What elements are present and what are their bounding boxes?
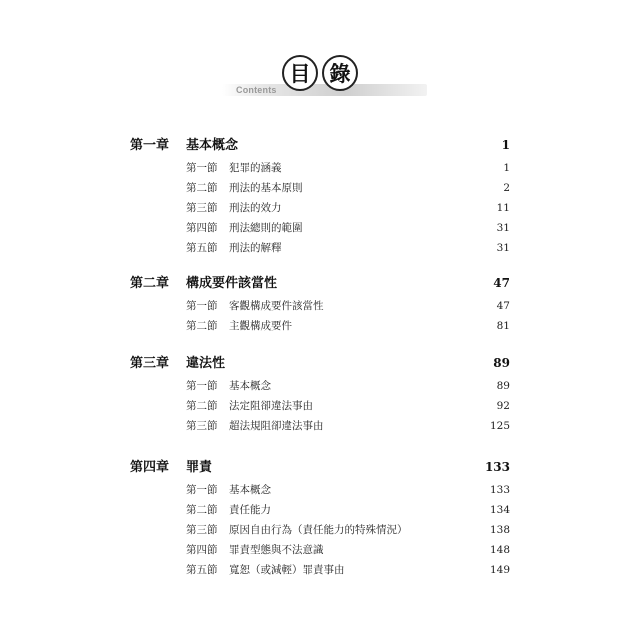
section-entry[interactable] [130,418,510,438]
toc-header [222,50,427,112]
section-number: 第一節 [186,380,218,392]
section-title: 責任能力 [229,504,271,516]
section-page: 31 [496,222,510,234]
chapter-page: 47 [493,276,510,290]
section-page: 133 [489,484,510,496]
chapter-heading[interactable] [130,134,510,156]
section-entry[interactable] [130,200,510,220]
section-entry[interactable] [130,542,510,562]
section-entry[interactable] [130,482,510,502]
section-title: 刑法的基本原則 [229,182,303,194]
section-entry[interactable] [130,502,510,522]
section-page: 47 [496,300,510,312]
chapter-title: 構成要件該當性 [186,276,278,291]
chapter-title: 違法性 [186,356,226,371]
section-number: 第二節 [186,504,218,516]
section-title: 法定阻卻違法事由 [229,400,313,412]
section-page: 138 [489,524,510,536]
section-number: 第四節 [186,544,218,556]
section-number: 第二節 [186,400,218,412]
section-page: 2 [503,182,510,194]
header-char-mu: 目 [282,55,318,91]
section-page: 1 [503,162,510,174]
section-number: 第一節 [186,484,218,496]
chapter-4 [130,456,510,582]
section-page: 125 [489,420,510,432]
section-page: 31 [496,242,510,254]
chapter-page: 1 [501,138,510,152]
section-entry[interactable] [130,318,510,338]
chapter-heading[interactable] [130,352,510,374]
section-number: 第三節 [186,420,218,432]
section-number: 第一節 [186,162,218,174]
chapter-heading[interactable] [130,456,510,478]
section-number: 第四節 [186,222,218,234]
header-subtitle: Contents [236,85,277,95]
section-list [130,482,510,582]
section-title: 罪責型態與不法意識 [229,544,324,556]
section-title: 主觀構成要件 [229,320,292,332]
section-page: 89 [496,380,510,392]
section-number: 第二節 [186,320,218,332]
section-entry[interactable] [130,562,510,582]
section-entry[interactable] [130,180,510,200]
section-number: 第三節 [186,524,218,536]
section-page: 148 [489,544,510,556]
section-number: 第五節 [186,564,218,576]
chapter-heading[interactable] [130,272,510,294]
section-title: 刑法的解釋 [229,242,282,254]
chapter-1 [130,134,510,260]
section-title: 超法規阻卻違法事由 [229,420,324,432]
section-page: 11 [496,202,510,214]
section-entry[interactable] [130,522,510,542]
section-title: 原因自由行為（責任能力的特殊情況） [229,524,408,536]
chapter-number: 第三章 [130,356,170,371]
chapter-page: 89 [493,356,510,370]
section-page: 92 [496,400,510,412]
chapter-number: 第一章 [130,138,170,153]
section-page: 134 [489,504,510,516]
section-number: 第三節 [186,202,218,214]
section-title: 寬恕（或減輕）罪責事由 [229,564,345,576]
section-entry[interactable] [130,378,510,398]
section-page: 149 [489,564,510,576]
header-char-lu: 錄 [322,55,358,91]
section-title: 犯罪的涵義 [229,162,282,174]
header-title [282,55,358,91]
section-entry[interactable] [130,298,510,318]
chapter-number: 第二章 [130,276,170,291]
chapter-title: 基本概念 [186,138,239,153]
section-entry[interactable] [130,240,510,260]
section-title: 客觀構成要件該當性 [229,300,324,312]
chapter-title: 罪責 [186,460,213,475]
section-entry[interactable] [130,398,510,418]
section-list [130,160,510,260]
section-title: 基本概念 [229,380,271,392]
section-title: 刑法的效力 [229,202,282,214]
section-list [130,378,510,438]
section-entry[interactable] [130,220,510,240]
section-number: 第一節 [186,300,218,312]
section-number: 第二節 [186,182,218,194]
chapter-page: 133 [484,460,510,474]
chapter-number: 第四章 [130,460,170,475]
section-entry[interactable] [130,160,510,180]
chapter-2 [130,272,510,338]
section-page: 81 [496,320,510,332]
chapter-3 [130,352,510,438]
section-title: 刑法總則的範圍 [229,222,303,234]
section-number: 第五節 [186,242,218,254]
section-list [130,298,510,338]
section-title: 基本概念 [229,484,271,496]
